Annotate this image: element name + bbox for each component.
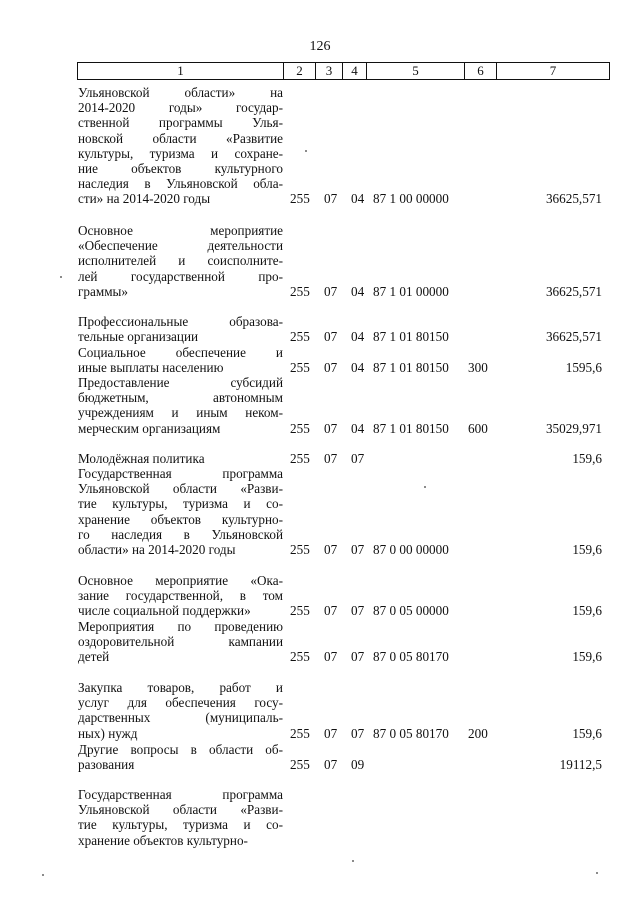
cell-c5: 87 0 00 00000 (373, 542, 449, 557)
cell-c4: 09 (351, 757, 365, 773)
description-line: культуры, туризма и сохране- (78, 145, 283, 161)
cell-c2: 255 (290, 360, 310, 376)
description-line: Основное мероприятие «Ока- (78, 573, 283, 588)
cell-c7: 19112,5 (559, 757, 602, 773)
row-description (78, 345, 283, 375)
cell-c5: 87 1 01 00000 (373, 283, 449, 299)
cell-c5: 87 1 00 00000 (373, 191, 449, 207)
cell-c2: 255 (290, 649, 310, 665)
cell-c5: 87 0 05 80170 (373, 725, 449, 741)
cell-c3: 07 (324, 283, 338, 299)
cell-c5: 87 1 01 80150 (373, 329, 449, 345)
cell-c2: 255 (290, 757, 310, 773)
description-line: Государственная программа (78, 787, 283, 802)
scan-speck (305, 150, 307, 152)
cell-c3: 07 (324, 725, 338, 741)
cell-c4: 04 (351, 191, 365, 207)
page-number: 126 (309, 39, 331, 54)
description-line: го наследия в Ульяновской (78, 526, 283, 542)
description-line: Закупка товаров, работ и (78, 680, 283, 695)
description-line: учреждениям и иным неком- (78, 405, 283, 421)
cell-c3: 07 (324, 603, 338, 619)
cell-c6: 200 (468, 725, 488, 741)
description-line: иные выплаты населению (78, 360, 224, 376)
description-line: Государственная программа (78, 466, 283, 481)
description-line: тие культуры, туризма и со- (78, 817, 283, 833)
description-line: 2014-2020 годы» государ- (78, 100, 283, 116)
description-line: Ульяновской области «Разви- (78, 481, 283, 497)
description-line: детей (78, 649, 110, 665)
cell-c5: 87 0 05 80170 (373, 649, 449, 665)
cell-c3: 07 (324, 757, 338, 773)
description-line: «Обеспечение деятельности (78, 238, 283, 254)
description-line: Молодёжная политика (78, 451, 205, 466)
description-line: дарственных (муниципаль- (78, 710, 283, 726)
description-line: ние объектов культурного (78, 161, 283, 177)
cell-c7: 159,6 (572, 649, 602, 665)
description-line: мерческим организациям (78, 420, 221, 436)
row-description (78, 742, 283, 772)
cell-c3: 07 (324, 649, 338, 665)
description-line: Ульяновской области» на (78, 85, 283, 100)
cell-c7: 1595,6 (565, 360, 602, 376)
header-col-5: 5 (366, 63, 464, 79)
cell-c3: 07 (324, 360, 338, 376)
description-line: исполнителей и соисполните- (78, 253, 283, 269)
cell-c7: 159,6 (572, 542, 602, 557)
row-description (78, 451, 283, 466)
cell-c4: 07 (351, 542, 365, 557)
cell-c3: 07 (324, 420, 338, 436)
description-line: Социальное обеспечение и (78, 345, 283, 360)
description-line: Мероприятия по проведению (78, 619, 283, 634)
header-col-7: 7 (496, 63, 609, 79)
description-line: оздоровительной кампании (78, 634, 283, 650)
row-description (78, 85, 283, 207)
row-description (78, 619, 283, 665)
description-line: Ульяновской области «Разви- (78, 802, 283, 818)
header-col-1: 1 (177, 63, 184, 78)
table-header (77, 62, 610, 80)
cell-c7: 36625,571 (545, 191, 602, 207)
cell-c7: 36625,571 (545, 329, 602, 345)
description-line: разования (78, 757, 135, 773)
cell-c7: 36625,571 (545, 283, 602, 299)
cell-c2: 255 (290, 725, 310, 741)
description-line: ных) нужд (78, 725, 138, 741)
header-col-2: 2 (283, 63, 315, 79)
cell-c2: 255 (290, 283, 310, 299)
description-line: хранение объектов культурно- (78, 511, 283, 527)
scan-speck (60, 276, 62, 278)
row-description (78, 680, 283, 741)
description-line: услуг для обеспечения госу- (78, 695, 283, 711)
description-line: Основное мероприятие (78, 223, 283, 238)
cell-c3: 07 (324, 542, 338, 557)
description-line: новской области «Развитие (78, 130, 283, 146)
cell-c5: 87 1 01 80150 (373, 420, 449, 436)
cell-c4: 04 (351, 420, 365, 436)
scan-speck (596, 872, 598, 874)
cell-c3: 07 (324, 329, 338, 345)
cell-c2: 255 (290, 603, 310, 619)
cell-c7: 159,6 (572, 603, 602, 619)
scan-speck (352, 860, 354, 862)
description-line: ственной программы Улья- (78, 115, 283, 131)
cell-c2: 255 (290, 420, 310, 436)
description-line: зание государственной, в том (78, 588, 283, 604)
cell-c5: 87 1 01 80150 (373, 360, 449, 376)
cell-c7: 35029,971 (545, 420, 602, 436)
cell-c4: 04 (351, 329, 365, 345)
cell-c4: 07 (351, 649, 365, 665)
description-line: лей государственной про- (78, 268, 283, 284)
row-description (78, 223, 283, 299)
description-line: граммы» (78, 283, 129, 299)
row-description (78, 375, 283, 436)
cell-c4: 04 (351, 360, 365, 376)
cell-c6: 600 (468, 420, 488, 436)
cell-c7: 159,6 (572, 451, 602, 466)
cell-c4: 07 (351, 451, 365, 466)
description-line: тие культуры, туризма и со- (78, 496, 283, 512)
row-description (78, 787, 283, 848)
description-line: Профессиональные образова- (78, 314, 283, 329)
row-description (78, 573, 283, 619)
description-line: тельные организации (78, 329, 199, 345)
cell-c6: 300 (468, 360, 488, 376)
description-line: наследия в Ульяновской обла- (78, 176, 283, 192)
cell-c2: 255 (290, 329, 310, 345)
scan-speck (42, 874, 44, 876)
cell-c4: 04 (351, 283, 365, 299)
description-line: Другие вопросы в области об- (78, 742, 283, 757)
cell-c4: 07 (351, 725, 365, 741)
header-col-6: 6 (464, 63, 496, 79)
cell-c3: 07 (324, 451, 338, 466)
cell-c5: 87 0 05 00000 (373, 603, 449, 619)
cell-c2: 255 (290, 191, 310, 207)
header-col-4: 4 (342, 63, 366, 79)
cell-c2: 255 (290, 542, 310, 557)
description-line: бюджетным, автономным (78, 390, 283, 406)
description-line: сти» на 2014-2020 годы (78, 191, 211, 207)
description-line: числе социальной поддержки» (78, 603, 251, 619)
description-line: Предоставление субсидий (78, 375, 283, 390)
cell-c4: 07 (351, 603, 365, 619)
row-description (78, 314, 283, 344)
scan-speck (424, 486, 426, 488)
description-line: области» на 2014-2020 годы (78, 542, 236, 558)
description-line: хранение объектов культурно- (78, 832, 248, 848)
cell-c2: 255 (290, 451, 310, 466)
cell-c7: 159,6 (572, 725, 602, 741)
row-description (78, 466, 283, 557)
header-col-3: 3 (315, 63, 342, 79)
cell-c3: 07 (324, 191, 338, 207)
